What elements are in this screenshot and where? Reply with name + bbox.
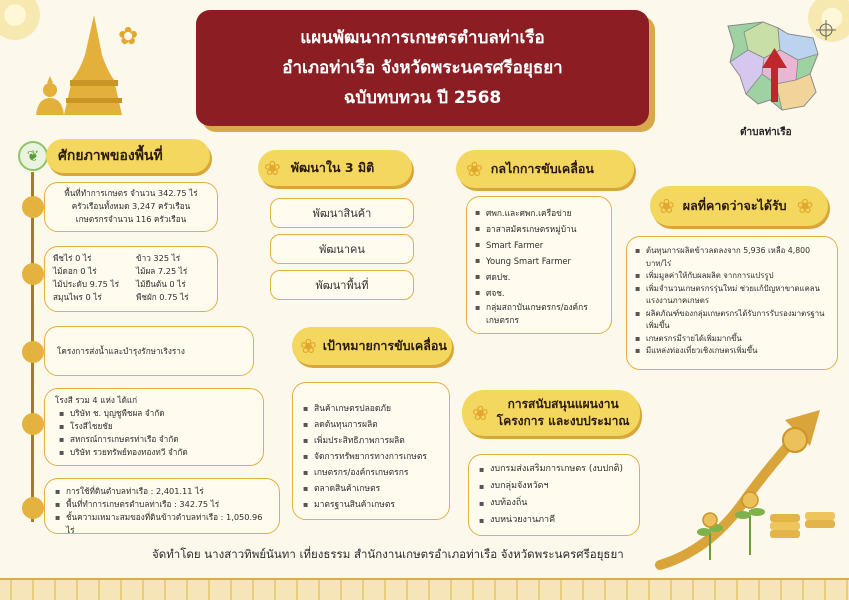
list-item: ▪ งบกรมส่งเสริมการเกษตร (งบปกติ) xyxy=(479,461,629,478)
list-item: ▪ บริษัท รวยทรัพย์ทองทองทวี จำกัด xyxy=(59,446,253,459)
develop-heading-label: พัฒนาใน 3 มิติ xyxy=(290,160,375,175)
title-line-3: ฉบับทบทวน ปี 2568 xyxy=(343,88,502,108)
map-label: ตำบลท่าเรือ xyxy=(740,127,792,138)
district-map xyxy=(718,14,838,126)
expected-heading-label: ผลที่คาดว่าจะได้รับ xyxy=(682,198,787,213)
flower-icon: ❀ xyxy=(300,334,317,358)
list-item: ▪ โรงสีไชยชัย xyxy=(59,420,253,433)
goal-heading-label: เป้าหมายการขับเคลื่อน xyxy=(322,338,447,353)
expected-list xyxy=(626,236,838,370)
text-line: โรงสี รวม 4 แห่ง ได้แก่ xyxy=(55,395,138,405)
list-item: ▪ อาสาสมัครเกษตรหมู่บ้าน xyxy=(475,221,603,237)
expected-heading xyxy=(650,186,828,226)
text-line: สมุนไพร 0 ไร่ xyxy=(53,292,102,302)
potential-box-1 xyxy=(44,182,218,232)
list-item: ▪ กลุ่มสถาบันเกษตรกร/องค์กรเกษตรกร xyxy=(475,301,603,327)
title-banner xyxy=(200,14,645,122)
text-line: ไม้ผล 7.25 ไร่ xyxy=(136,266,188,276)
develop-item-people: พัฒนาคน xyxy=(270,234,414,264)
potential-box-2 xyxy=(44,246,218,312)
flower-icon: ❀ xyxy=(472,401,489,425)
mechanism-heading-label: กลไกการขับเคลื่อน xyxy=(490,161,594,176)
list-item: ▪ เกษตรกร/องค์กรเกษตรกร xyxy=(303,465,439,481)
list-item: ▪ ศพก.และศพก.เครือข่าย xyxy=(475,205,603,221)
text-line: ไม้ประดับ 9.75 ไร่ xyxy=(53,279,119,289)
timeline-dot xyxy=(22,341,44,363)
list-item: ▪ สหกรณ์การเกษตรท่าเรือ จำกัด xyxy=(59,433,253,446)
text-line: พื้นที่ทำการเกษตร จำนวน 342.75 ไร่ xyxy=(64,188,198,198)
list-item: ▪ ชั้นความเหมาะสมของที่ดินข้าวตำบลท่าเรือ : 1,050.96 ไร่ xyxy=(55,511,269,537)
footer-credit: จัดทำโดย นางสาวทิพย์นันทา เที่ยงธรรม สำนักงานเกษตรอำเภอท่าเรือ จังหวัดพระนครศรีอยุธยา xyxy=(152,547,624,561)
list-item: ▪ บริษัท ช. บุญชูพืชผล จำกัด xyxy=(59,407,253,420)
develop-heading xyxy=(258,150,412,186)
text-line: เกษตรกรจำนวน 116 ครัวเรือน xyxy=(75,214,187,224)
list-item: ▪ สินค้าเกษตรปลอดภัย xyxy=(303,401,439,417)
potential-box-3 xyxy=(44,326,254,376)
text-line: ไม้ดอก 0 ไร่ xyxy=(53,266,97,276)
support-heading-text xyxy=(497,396,630,430)
develop-item-area: พัฒนาพื้นที่ xyxy=(270,270,414,300)
crop-column-right xyxy=(136,252,209,306)
goal-heading xyxy=(292,327,452,365)
timeline-dot xyxy=(22,413,44,435)
list-item: ▪ ลดต้นทุนการผลิต xyxy=(303,417,439,433)
flower-icon: ❀ xyxy=(466,157,483,181)
list-item: ▪ เพิ่มประสิทธิภาพการผลิต xyxy=(303,433,439,449)
list-item: ▪ งบกลุ่มจังหวัดฯ xyxy=(479,478,629,495)
text-line: โครงการส่งน้ำและบำรุงรักษาเริงราง xyxy=(57,345,185,356)
mechanism-list xyxy=(466,196,612,334)
support-heading xyxy=(462,390,640,436)
list-item: ▪ จัดการทรัพยากรทางการเกษตร xyxy=(303,449,439,465)
list-item: ▪ ศจช. xyxy=(475,285,603,301)
flower-icon: ✿ xyxy=(118,22,139,50)
support-heading-line-1: การสนับสนุนแผนงาน xyxy=(507,397,619,411)
list-item: ▪ เกษตรกรมีรายได้เพิ่มมากขึ้น xyxy=(635,333,829,346)
crop-column-left xyxy=(53,252,126,306)
potential-icon: ❦ xyxy=(18,141,48,171)
list-item: ▪ ศดปช. xyxy=(475,269,603,285)
text-line: ไม้ยืนต้น 0 ไร่ xyxy=(136,279,186,289)
text-line: พืชผัก 0.75 ไร่ xyxy=(136,292,189,302)
list-item: ▪ พื้นที่ทำการเกษตรตำบลท่าเรือ : 342.75 ไร่ xyxy=(55,498,269,511)
support-list xyxy=(468,454,640,536)
list-item: ▪ ต้นทุนการผลิตข้าวลดลงจาก 5,936 เหลือ 4,800 บาท/ไร่ xyxy=(635,245,829,270)
decorative-border xyxy=(0,578,849,600)
mechanism-heading xyxy=(456,150,634,188)
timeline-dot xyxy=(22,196,44,218)
develop-item-product: พัฒนาสินค้า xyxy=(270,198,414,228)
goal-list xyxy=(292,382,450,520)
list-item: ▪ เพิ่มมูลค่าให้กับผลผลิต จากการแปรรูป xyxy=(635,270,829,283)
support-heading-line-2: โครงการ และงบประมาณ xyxy=(496,414,630,428)
list-item: ▪ เพิ่มจำนวนเกษตรกรรุ่นใหม่ ช่วยแก้ปัญหาขาดแคลนแรงงานภาคเกษตร xyxy=(635,283,829,308)
flower-icon: ❀ xyxy=(796,194,814,218)
list-item: ▪ ตลาดสินค้าเกษตร xyxy=(303,481,439,497)
timeline-dot xyxy=(22,263,44,285)
growth-arrow-illustration xyxy=(650,380,849,580)
title-line-1: แผนพัฒนาการเกษตรตำบลท่าเรือ xyxy=(300,28,545,48)
flower-icon: ❀ xyxy=(658,194,675,218)
flower-icon: ❀ xyxy=(264,156,281,180)
list-item: ▪ งบท้องถิ่น xyxy=(479,495,629,512)
list-item: ▪ มาตรฐานสินค้าเกษตร xyxy=(303,497,439,513)
timeline-dot xyxy=(22,497,44,519)
text-line: ครัวเรือนทั้งหมด 3,247 ครัวเรือน xyxy=(71,201,191,211)
list-item: ▪ ผลิตภัณฑ์ของกลุ่มเกษตรกรได้รับการรับรองมาตรฐานเพิ่มขึ้น xyxy=(635,308,829,333)
pagoda-illustration xyxy=(12,10,132,120)
potential-heading xyxy=(46,139,210,173)
list-item: ▪ การใช้ที่ดินตำบลท่าเรือ : 2,401.11 ไร่ xyxy=(55,485,269,498)
text-line: พืชไร่ 0 ไร่ xyxy=(53,253,92,263)
list-item: ▪ Smart Farmer xyxy=(475,237,603,253)
list-item: ▪ Young Smart Farmer xyxy=(475,253,603,269)
potential-box-4 xyxy=(44,388,264,466)
potential-box-5 xyxy=(44,478,280,534)
list-item: ▪ มีแหล่งท่องเที่ยวเชิงเกษตรเพิ่มขึ้น xyxy=(635,345,829,358)
title-line-2: อำเภอท่าเรือ จังหวัดพระนครศรีอยุธยา xyxy=(282,58,563,78)
text-line: ข้าว 325 ไร่ xyxy=(136,253,181,263)
list-item: ▪ งบหน่วยงานภาคี xyxy=(479,512,629,529)
potential-heading-label: ศักยภาพของพื้นที่ xyxy=(58,148,163,164)
